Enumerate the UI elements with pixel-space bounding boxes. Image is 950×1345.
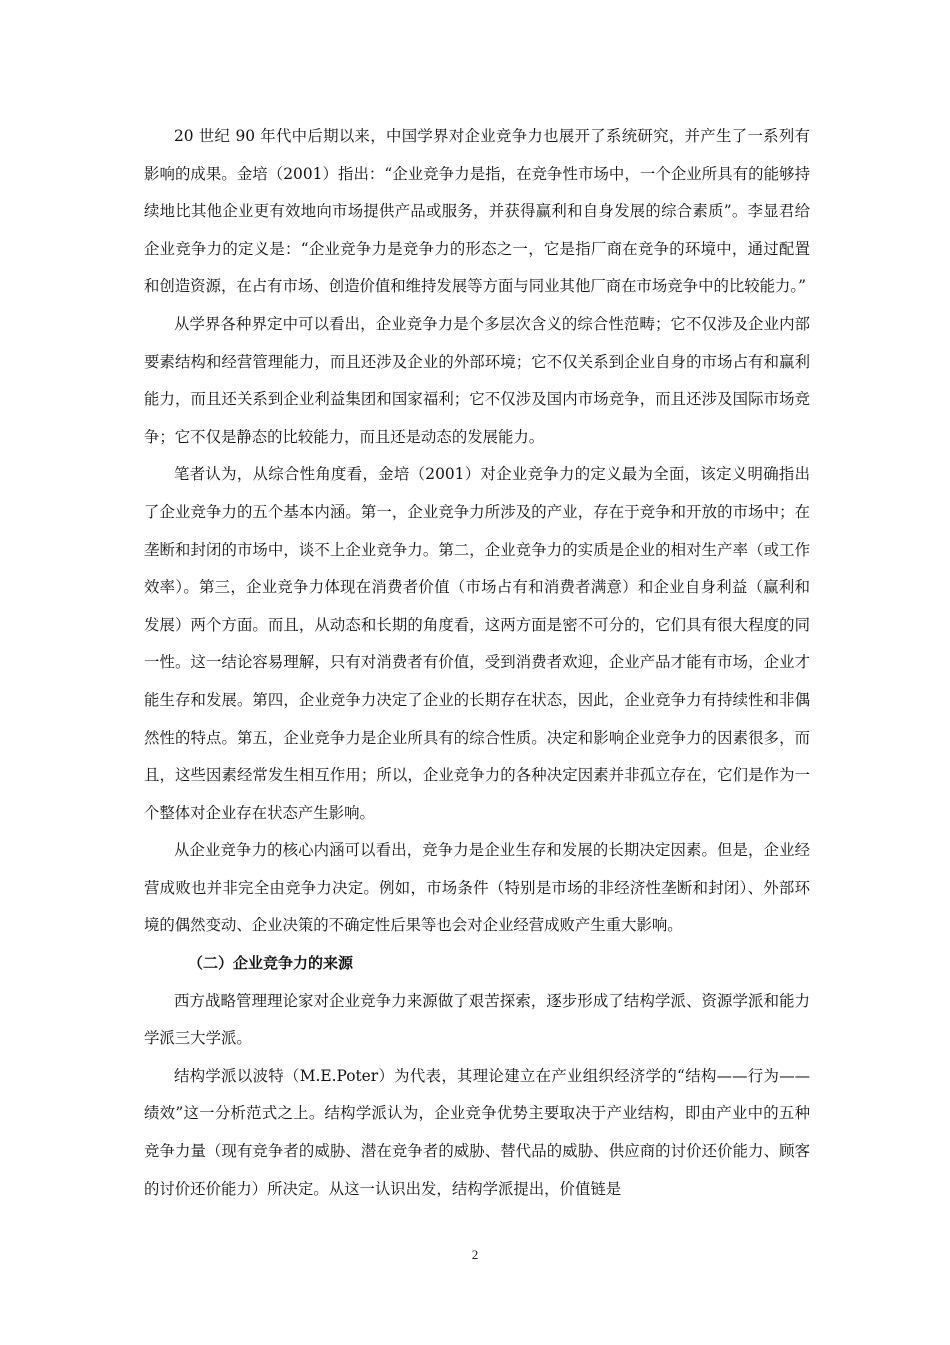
- paragraph: 20 世纪 90 年代中后期以来，中国学界对企业竞争力也展开了系统研究，并产生了一系列有影响的成果。金培（2001）指出：“企业竞争力是指，在竞争性市场中，一个企业所具有的能够持续地比其他企业更有效地向市场提供产品或服务，并获得赢利和自身发展的综合素质”。李显君给企业竞争力的定义是：“企业竞争力是竞争力的形态之一，它是指厂商在竞争的环境中，通过配置和创造资源，在占有市场、创造价值和维持发展等方面与同业其他厂商在市场竞争中的比较能力。”: [144, 127, 810, 296]
- body-text: [144, 118, 810, 1208]
- paragraph: 从企业竞争力的核心内涵可以看出，竞争力是企业生存和发展的长期决定因素。但是，企业经营成败也并非完全由竞争力决定。例如，市场条件（特别是市场的非经济性垄断和封闭）、外部环境的偶然变动、企业决策的不确定性后果等也会对企业经营成败产生重大影响。: [144, 841, 810, 935]
- section-heading: （二）企业竞争力的来源: [188, 954, 354, 973]
- page-number: 2: [471, 1247, 479, 1262]
- paragraph: 西方战略管理理论家对企业竞争力来源做了艰苦探索，逐步形成了结构学派、资源学派和能力学派三大学派。: [144, 991, 810, 1048]
- paragraph: 从学界各种界定中可以看出，企业竞争力是个多层次含义的综合性范畴；它不仅涉及企业内部要素结构和经营管理能力，而且还涉及企业的外部环境；它不仅关系到企业自身的市场占有和赢利能力，而且还关系到企业利益集团和国家福利；它不仅涉及国内市场竞争，而且还涉及国际市场竞争；它不仅是静态的比较能力，而且还是动态的发展能力。: [144, 314, 810, 446]
- paragraph: 笔者认为，从综合性角度看，金培（2001）对企业竞争力的定义最为全面，该定义明确指出了企业竞争力的五个基本内涵。第一，企业竞争力所涉及的产业，存在于竞争和开放的市场中；在垄断和封闭的市场中，谈不上企业竞争力。第二，企业竞争力的实质是企业的相对生产率（或工作效率）。第三，企业竞争力体现在消费者价值（市场占有和消费者满意）和企业自身利益（赢利和发展）两个方面。而且，从动态和长期的角度看，这两方面是密不可分的，它们具有很大程度的同一性。这一结论容易理解，只有对消费者有价值，受到消费者欢迎，企业产品才能有市场，企业才能生存和发展。第四，企业竞争力决定了企业的长期存在状态，因此，企业竞争力有持续性和非偶然性的特点。第五，企业竞争力是企业所具有的综合性质。决定和影响企业竞争力的因素很多，而且，这些因素经常发生相互作用；所以，企业竞争力的各种决定因素并非孤立存在，它们是作为一个整体对企业存在状态产生影响。: [144, 465, 810, 822]
- paragraph: 结构学派以波特（M.E.Poter）为代表，其理论建立在产业组织经济学的“结构——行为——绩效”这一分析范式之上。结构学派认为，企业竞争优势主要取决于产业结构，即由产业中的五种竞争力量（现有竞争者的威胁、潜在竞争者的威胁、替代品的威胁、供应商的讨价还价能力、顾客的讨价还价能力）所决定。从这一认识出发，结构学派提出，价值链是: [144, 1066, 810, 1198]
